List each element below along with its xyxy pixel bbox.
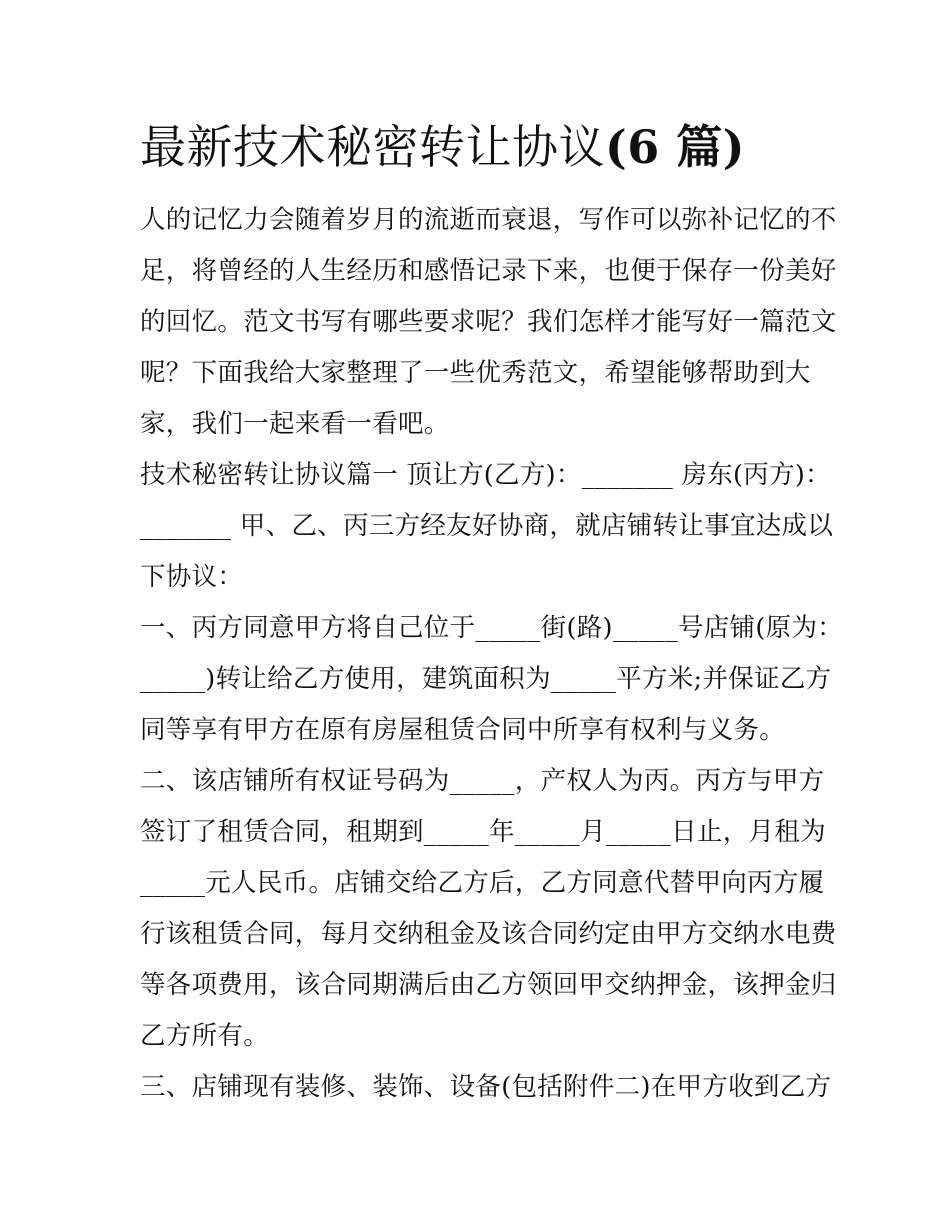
paragraph-line: 签订了租赁合同，租期到_____年_____月_____日止，月租为 [140, 817, 826, 847]
paragraph-line: 呢？下面我给大家整理了一些优秀范文，希望能够帮助到大 [140, 358, 811, 388]
paragraph-line: _____)转让给乙方使用，建筑面积为_____平方米;并保证乙方 [140, 664, 832, 694]
paragraph-line: 等各项费用，该合同期满后由乙方领回甲交纳押金，该押金归 [140, 970, 837, 1000]
paragraph-line: 三、店铺现有装修、装饰、设备(包括附件二)在甲方收到乙方 [140, 1072, 832, 1102]
paragraph-line: _______ 甲、乙、丙三方经友好协商，就店铺转让事宜达成以 [140, 511, 834, 541]
paragraph-line: 家，我们一起来看一看吧。 [140, 409, 450, 439]
paragraph-line: 同等享有甲方在原有房屋租赁合同中所享有权利与义务。 [140, 715, 786, 745]
paragraph-line: _____元人民币。店铺交给乙方后，乙方同意代替甲向丙方履 [140, 868, 825, 898]
paragraph-line: 一、丙方同意甲方将自己位于_____街(路)_____号店铺(原为： [140, 613, 844, 643]
paragraph-line: 足，将曾经的人生经历和感悟记录下来，也便于保存一份美好 [140, 256, 837, 286]
title-suffix: (6 篇) [605, 120, 746, 174]
paragraph-line: 乙方所有。 [140, 1021, 270, 1051]
paragraph-line: 的回忆。范文书写有哪些要求呢？我们怎样才能写好一篇范文 [140, 307, 837, 337]
document-title [140, 112, 840, 182]
paragraph-line: 技术秘密转让协议篇一 顶让方(乙方)：_______ 房东(丙方)： [140, 460, 831, 490]
paragraph-line: 二、该店铺所有权证号码为_____，产权人为丙。丙方与甲方 [140, 766, 825, 796]
paragraph-line: 行该租赁合同，每月交纳租金及该合同约定由甲方交纳水电费 [140, 919, 837, 949]
paragraph-line: 人的记忆力会随着岁月的流逝而衰退，写作可以弥补记忆的不 [140, 205, 837, 235]
title-main: 最新技术秘密转让协议 [140, 120, 605, 174]
paragraph-line: 下协议： [140, 562, 244, 592]
